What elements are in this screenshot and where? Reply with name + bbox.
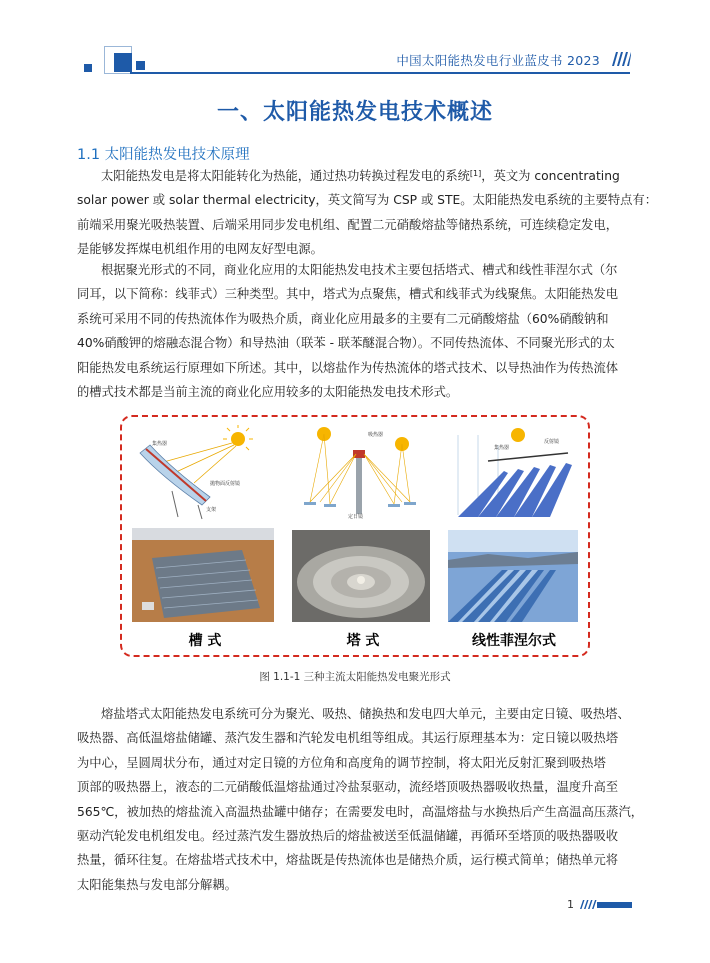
tower-plant-photo: [292, 530, 430, 622]
sun-icon: [511, 428, 525, 442]
trough-diagram: [132, 425, 274, 520]
paragraph-3-line: 驱动汽轮发电机组发电。经过蒸汽发生器放热后的熔盐被送至低温储罐，再循环至塔顶的吸热器吸收: [77, 829, 619, 844]
trough-plant-photo: [132, 528, 274, 622]
trough-mirror-label: 抛物面反射镜: [210, 481, 241, 487]
tower-receiver-label: 吸热器: [368, 432, 384, 438]
header-stripes-icon: [609, 52, 631, 66]
paragraph-2-line: 根据聚光形式的不同，商业化应用的太阳能热发电技术主要包括塔式、槽式和线性菲涅尔式（尔: [101, 263, 618, 277]
paragraph-3-line: 顶部的吸热器上，液态的二元硝酸低温熔盐通过冷盐泵驱动，流经塔顶吸热器吸收热量，温度升高至: [77, 780, 619, 795]
header-book-title: 中国太阳能热发电行业蓝皮书 2023: [396, 53, 600, 68]
footer-stripes-icon: [580, 900, 632, 909]
fresnel-diagram: [448, 425, 578, 520]
paragraph-3-line: 565℃，被加热的熔盐流入高温热盐罐中储存；在需要发电时，高温熔盐与水换热后产生高温高压蒸汽，: [77, 804, 644, 819]
trough-receiver-label: 集热器: [152, 441, 168, 447]
tower-diagram: [290, 422, 430, 520]
chapter-title: 一、太阳能热发电技术概述: [216, 100, 493, 125]
paragraph-2-line: 阳能热发电系统运行原理如下所述。其中，以熔盐作为传热流体的塔式技术、以导热油作为传热流体: [77, 360, 619, 375]
fresnel-plant-photo: [448, 530, 578, 622]
fresnel-receiver-label: 集热器: [494, 445, 510, 451]
header-logo-squares: [84, 40, 144, 80]
paragraph-3-line: 太阳能集热与发电部分解耦。: [77, 877, 237, 892]
tower-heliostat-label: 定日镜: [348, 514, 364, 520]
paragraph-1-line: 太阳能热发电是将太阳能转化为热能，通过热功转换过程发电的系统[1]，英文为 concentrating: [101, 169, 620, 183]
paragraph-2: [77, 258, 632, 404]
paragraph-3-line: 为中心，呈圆周状分布，通过对定日镜的方位角和高度角的调节控制，将太阳光反射汇聚到吸热塔: [77, 755, 606, 770]
paragraph-2-line: 40%硝酸钾的熔融态混合物）和导热油（联苯 - 联苯醚混合物）。不同传热流体、不同聚光形式的太: [77, 336, 615, 351]
paragraph-2-line: 同耳，以下简称：线菲式）三种类型。其中，塔式为点聚焦，槽式和线菲式为线聚焦。太阳能热发电: [77, 287, 619, 302]
paragraph-1-line: solar power 或 solar thermal electricity，英文简写为 CSP 或 STE。太阳能热发电系统的主要特点有：: [77, 193, 658, 208]
paragraph-3-line: 熔盐塔式太阳能热发电系统可分为聚光、吸热、储换热和发电四大单元，主要由定日镜、吸热塔、: [101, 707, 630, 721]
paragraph-3-line: 吸热器、高低温熔盐储罐、蒸汽发生器和汽轮发电机组等组成。其运行原理基本为：定日镜以吸热塔: [77, 731, 619, 746]
fresnel-mirror-label: 反射镜: [544, 439, 560, 445]
paragraph-1: [77, 164, 658, 262]
sun-icon: [231, 432, 245, 446]
paragraph-3-line: 热量，循环往复。在熔盐塔式技术中，熔盐既是传热流体也是储热介质，运行模式简单；储热单元将: [77, 853, 619, 868]
page-number: 1: [567, 898, 574, 911]
paragraph-1-line: 是能够发挥煤电机组作用的电网友好型电源。: [77, 242, 323, 257]
section-heading: 1.1 太阳能热发电技术原理: [77, 147, 250, 163]
paragraph-2-line: 系统可采用不同的传热流体作为吸热介质，商业化应用最多的主要有二元硝酸熔盐（60%硝酸钠和: [77, 311, 609, 326]
trough-support-label: 支架: [206, 507, 217, 513]
figure-caption: 图 1.1-1 三种主流太阳能热发电聚光形式: [259, 671, 451, 683]
header-rule: [130, 72, 630, 74]
paragraph-3: [77, 702, 644, 897]
panel-label-tower: 塔 式: [346, 633, 380, 649]
paragraph-1-line: 前端采用聚光吸热装置、后端采用同步发电机组、配置二元硝酸熔盐等储热系统，可连续稳定发电，: [77, 217, 619, 232]
panel-label-trough: 槽 式: [188, 633, 222, 649]
citation: [1]: [469, 169, 482, 178]
paragraph-2-line: 的槽式技术都是当前主流的商业化应用较多的太阳能热发电技术形式。: [77, 385, 459, 400]
panel-label-fresnel: 线性菲涅尔式: [472, 633, 556, 649]
